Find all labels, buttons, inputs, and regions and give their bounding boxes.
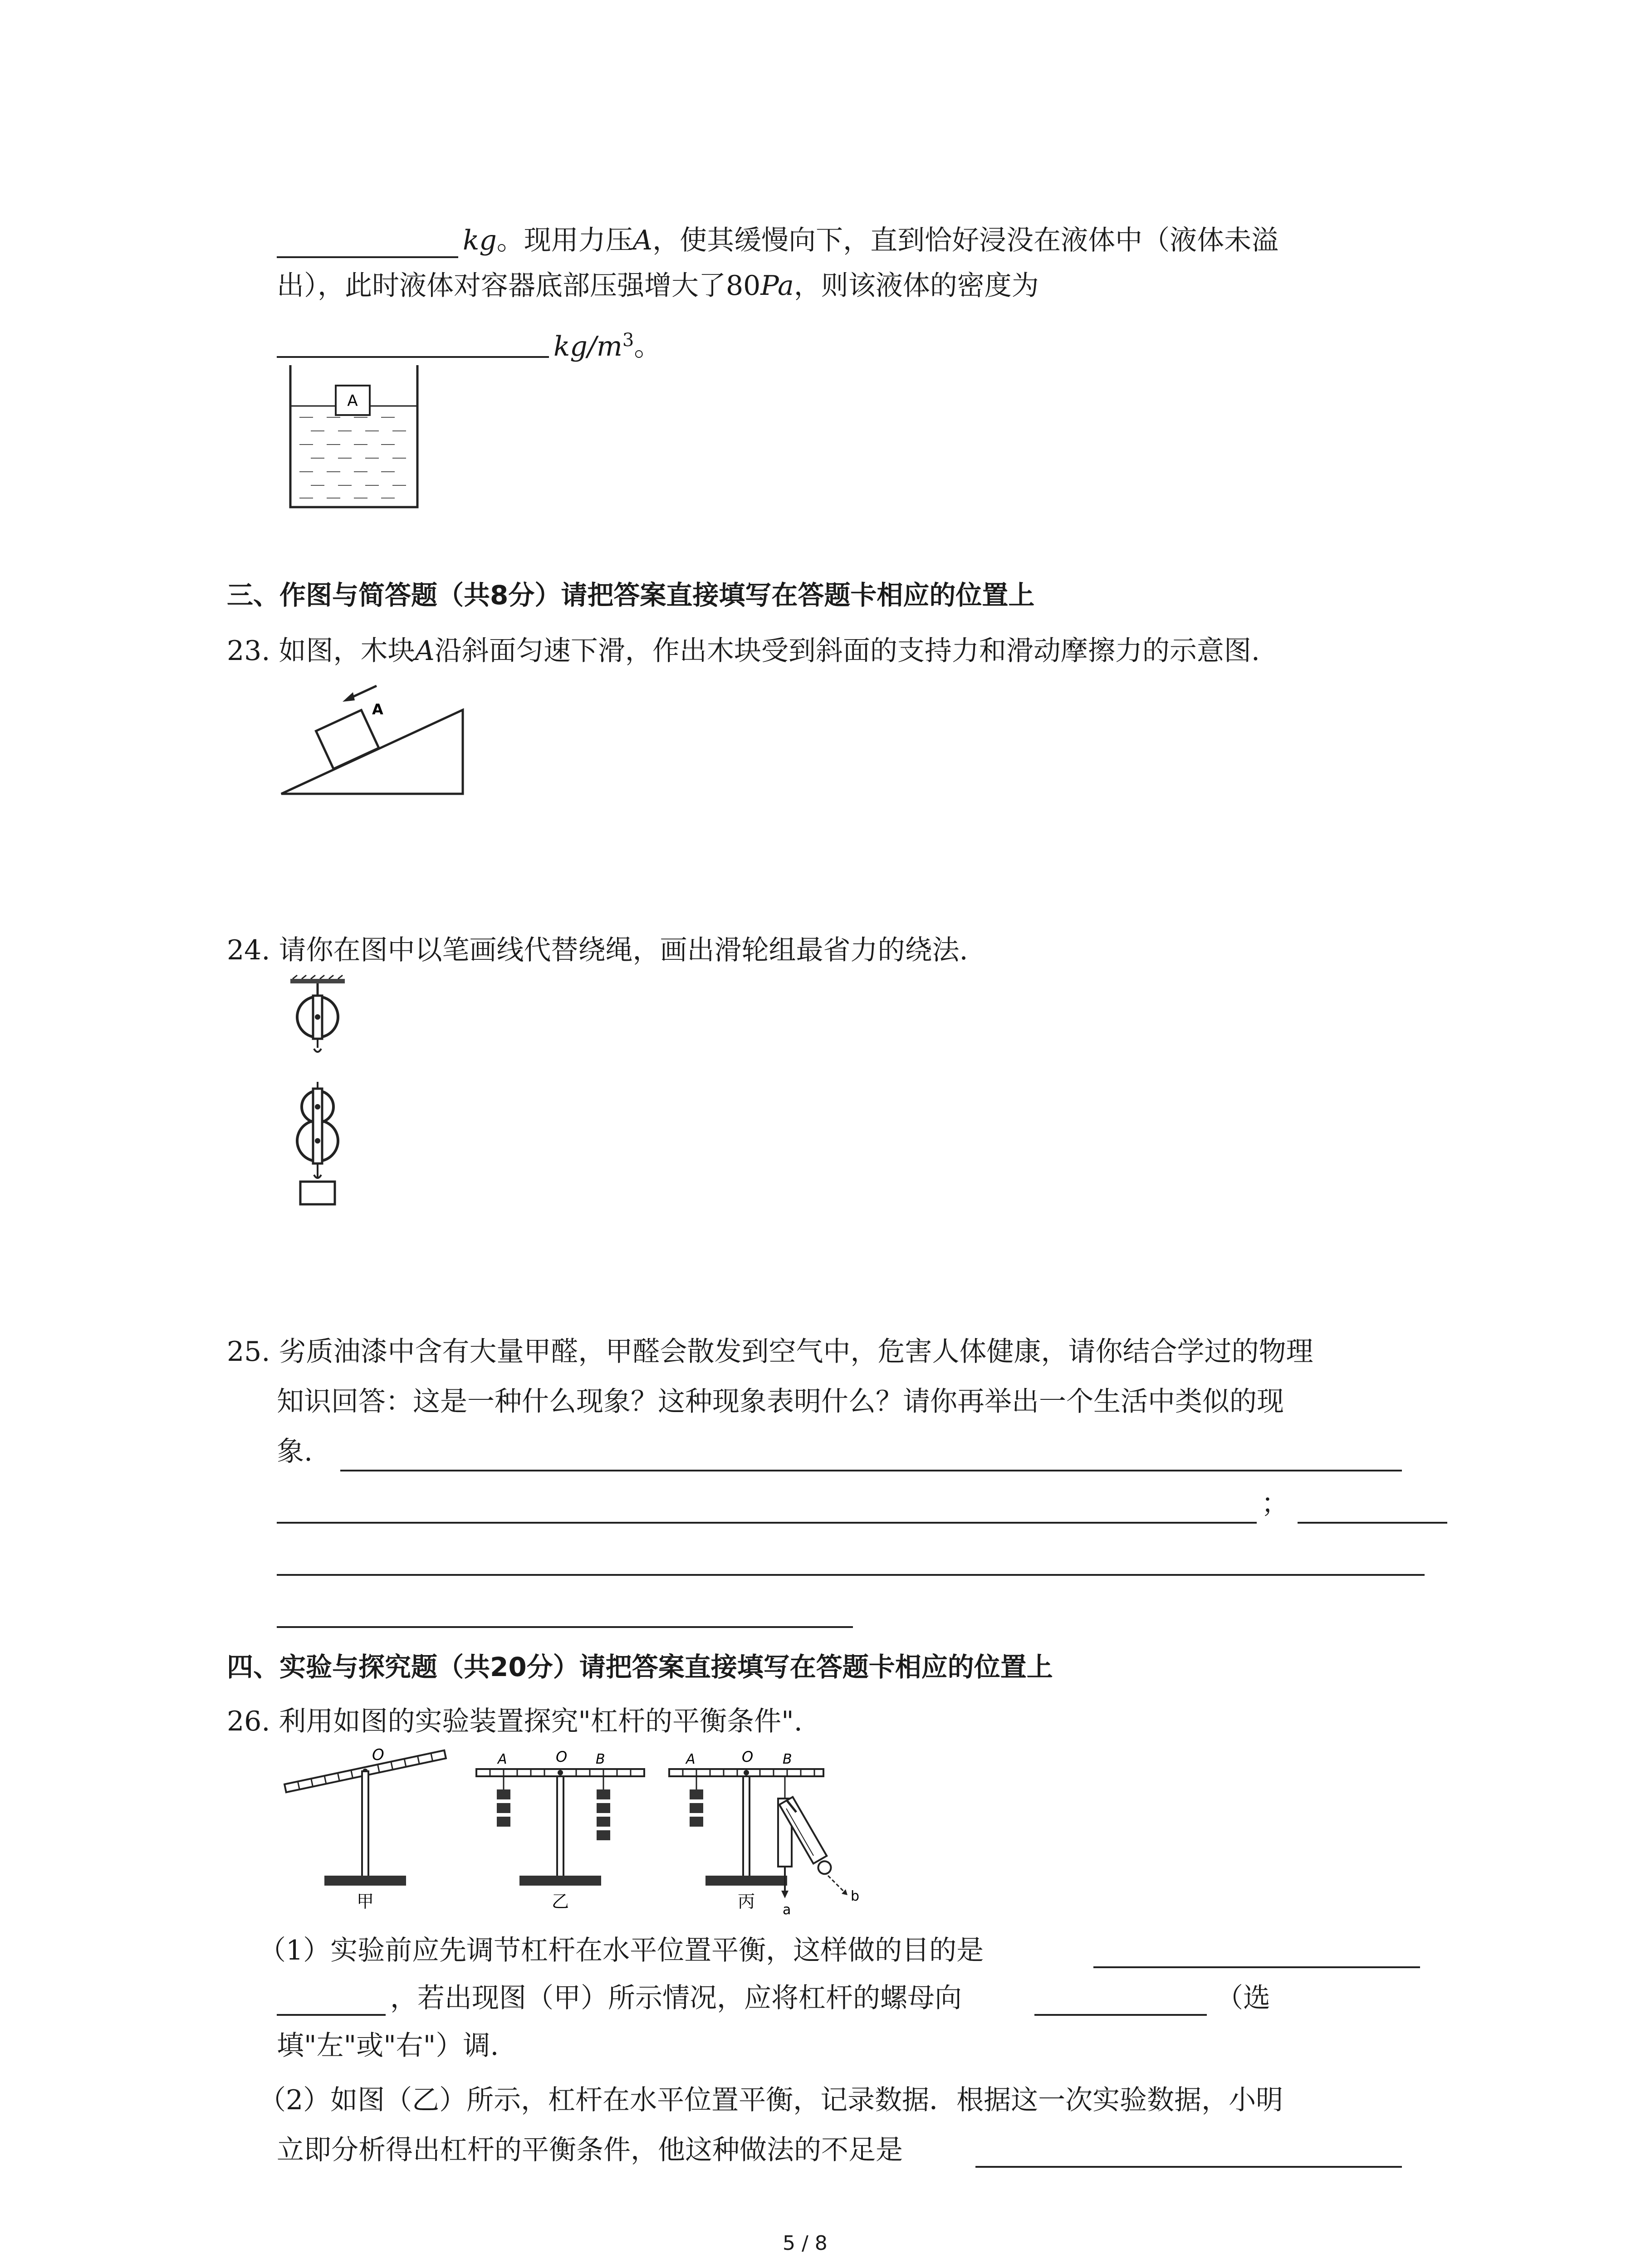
- q22-mass-blank[interactable]: [277, 256, 458, 258]
- section4-heading: 四、实验与探究题（共20分）请把答案直接填写在答题卡相应的位置上: [227, 1652, 1053, 1682]
- q26-part2-line1: （2）如图（乙）所示，杠杆在水平位置平衡，记录数据．根据这一次实验数据，小明: [259, 2084, 1283, 2116]
- page-number: 5 / 8: [783, 2232, 828, 2255]
- q24-pulley-figure: [281, 975, 354, 1211]
- q26-yi-b-label: B: [596, 1751, 605, 1767]
- q26-figure-yi: [474, 1746, 647, 1910]
- q23-block-label: A: [372, 701, 383, 718]
- q22-pressure-unit: Pa: [760, 270, 794, 302]
- q25-line1: [227, 1334, 1313, 1370]
- q22-text2: ，使其缓慢向下，直到恰好浸没在液体中（液体未溢: [652, 225, 1279, 256]
- q23-text-after: 沿斜面匀速下滑，作出木块受到斜面的支持力和滑动摩擦力的示意图.: [434, 635, 1260, 667]
- q24-ceiling: [290, 979, 345, 983]
- q25-line1-text: 劣质油漆中含有大量甲醛，甲醛会散发到空气中，危害人体健康，请你结合学过的物理: [279, 1336, 1313, 1368]
- q23-number: 23.: [227, 635, 270, 667]
- q23-block: [316, 710, 378, 769]
- q26-bing-arrow-a-label: a: [783, 1902, 791, 1918]
- q26-jia-base: [324, 1876, 406, 1886]
- q23-incline-figure: [277, 680, 472, 798]
- q25-line2: 知识回答：这是一种什么现象？这种现象表明什么？请你再举出一个生活中类似的现: [277, 1386, 1284, 1418]
- q26-part1-line2-end: （选: [1216, 1982, 1270, 2014]
- q26-yi-left-weights: [497, 1776, 510, 1827]
- q25-answer-blank-4[interactable]: [277, 1574, 1425, 1576]
- q24-question: [227, 932, 968, 968]
- q26-question: [227, 1703, 803, 1740]
- q25-answer-blank-3[interactable]: [1298, 1522, 1447, 1524]
- q26-bing-b-label: B: [783, 1751, 792, 1767]
- q25-answer-blank-1[interactable]: [340, 1470, 1402, 1471]
- q26-bing-o-label: O: [742, 1748, 754, 1765]
- q22-block-label: A: [347, 392, 358, 410]
- q26-yi-o-label: O: [556, 1748, 568, 1765]
- q26-figure-jia: [281, 1746, 454, 1910]
- q26-text: 利用如图的实验装置探究"杠杆的平衡条件".: [279, 1706, 803, 1737]
- q26-part1-line1: （1）实验前应先调节杠杆在水平位置平衡，这样做的目的是: [259, 1935, 984, 1966]
- q22-container-figure: [286, 363, 422, 513]
- q26-bing-caption: 丙: [737, 1892, 755, 1911]
- q24-text: 请你在图中以笔画线代替绕绳，画出滑轮组最省力的绕法.: [279, 934, 968, 966]
- q22-text1: 。现用力压: [496, 225, 633, 256]
- q26-part1-line2: [390, 1980, 962, 2016]
- q25-answer-blank-2[interactable]: [277, 1522, 1257, 1524]
- q23-text-before: 如图，木块: [279, 635, 415, 667]
- q25-semicolon: ；: [1261, 1488, 1288, 1520]
- q25-line3: 象.: [277, 1436, 313, 1467]
- q22-var-a: A: [632, 225, 653, 256]
- q26-purpose-blank-a[interactable]: [1093, 1966, 1420, 1968]
- q22-line2-start: 出），此时液体对容器底部压强增大了: [277, 270, 726, 302]
- q22-period: 。: [634, 331, 661, 362]
- q26-bing-left-weights: [690, 1776, 703, 1827]
- q26-bing-a-label: A: [686, 1751, 696, 1767]
- q22-line2: [277, 268, 1039, 304]
- q26-figure-bing: [667, 1746, 867, 1919]
- q22-line1: [463, 222, 1279, 259]
- q26-number: 26.: [227, 1706, 270, 1737]
- q22-unit-kg: kg: [463, 225, 497, 256]
- q22-line2-end: ，则该液体的密度为: [794, 270, 1039, 302]
- section3-heading: 三、作图与简答题（共8分）请把答案直接填写在答题卡相应的位置上: [227, 580, 1035, 611]
- q24-weight: [300, 1182, 335, 1204]
- q22-density-unit: kg/m: [554, 331, 622, 362]
- q26-part2-line2: 立即分析得出杠杆的平衡条件，他这种做法的不足是: [277, 2134, 903, 2166]
- q26-part1-line2-mid: ，若出现图（甲）所示情况，应将杠杆的螺母向: [390, 1982, 962, 2014]
- q22-pressure-value: 80: [726, 270, 761, 302]
- q26-bing-arrow-b-label: b: [851, 1888, 860, 1904]
- q26-direction-blank[interactable]: [1034, 2014, 1207, 2016]
- q26-jia-stand: [362, 1771, 368, 1878]
- q26-yi-caption: 乙: [551, 1892, 569, 1911]
- q23-question: [227, 633, 1260, 669]
- q26-yi-a-label: A: [498, 1751, 507, 1767]
- q26-purpose-blank-b[interactable]: [277, 2014, 386, 2016]
- q25-answer-blank-5[interactable]: [277, 1626, 853, 1628]
- q22-density-exp: 3: [622, 330, 634, 351]
- q24-number: 24.: [227, 934, 270, 966]
- q26-part1-line3: 填"左"或"右"）调.: [277, 2030, 499, 2062]
- q26-jia-o-label: O: [372, 1746, 384, 1764]
- q26-jia-caption: 甲: [356, 1892, 374, 1911]
- q26-yi-right-weights: [597, 1776, 610, 1840]
- q25-number: 25.: [227, 1336, 270, 1368]
- q26-shortcoming-blank[interactable]: [975, 2166, 1402, 2168]
- q23-var-a: A: [415, 635, 435, 667]
- q22-line3: [554, 322, 661, 365]
- q22-density-blank[interactable]: [277, 356, 549, 358]
